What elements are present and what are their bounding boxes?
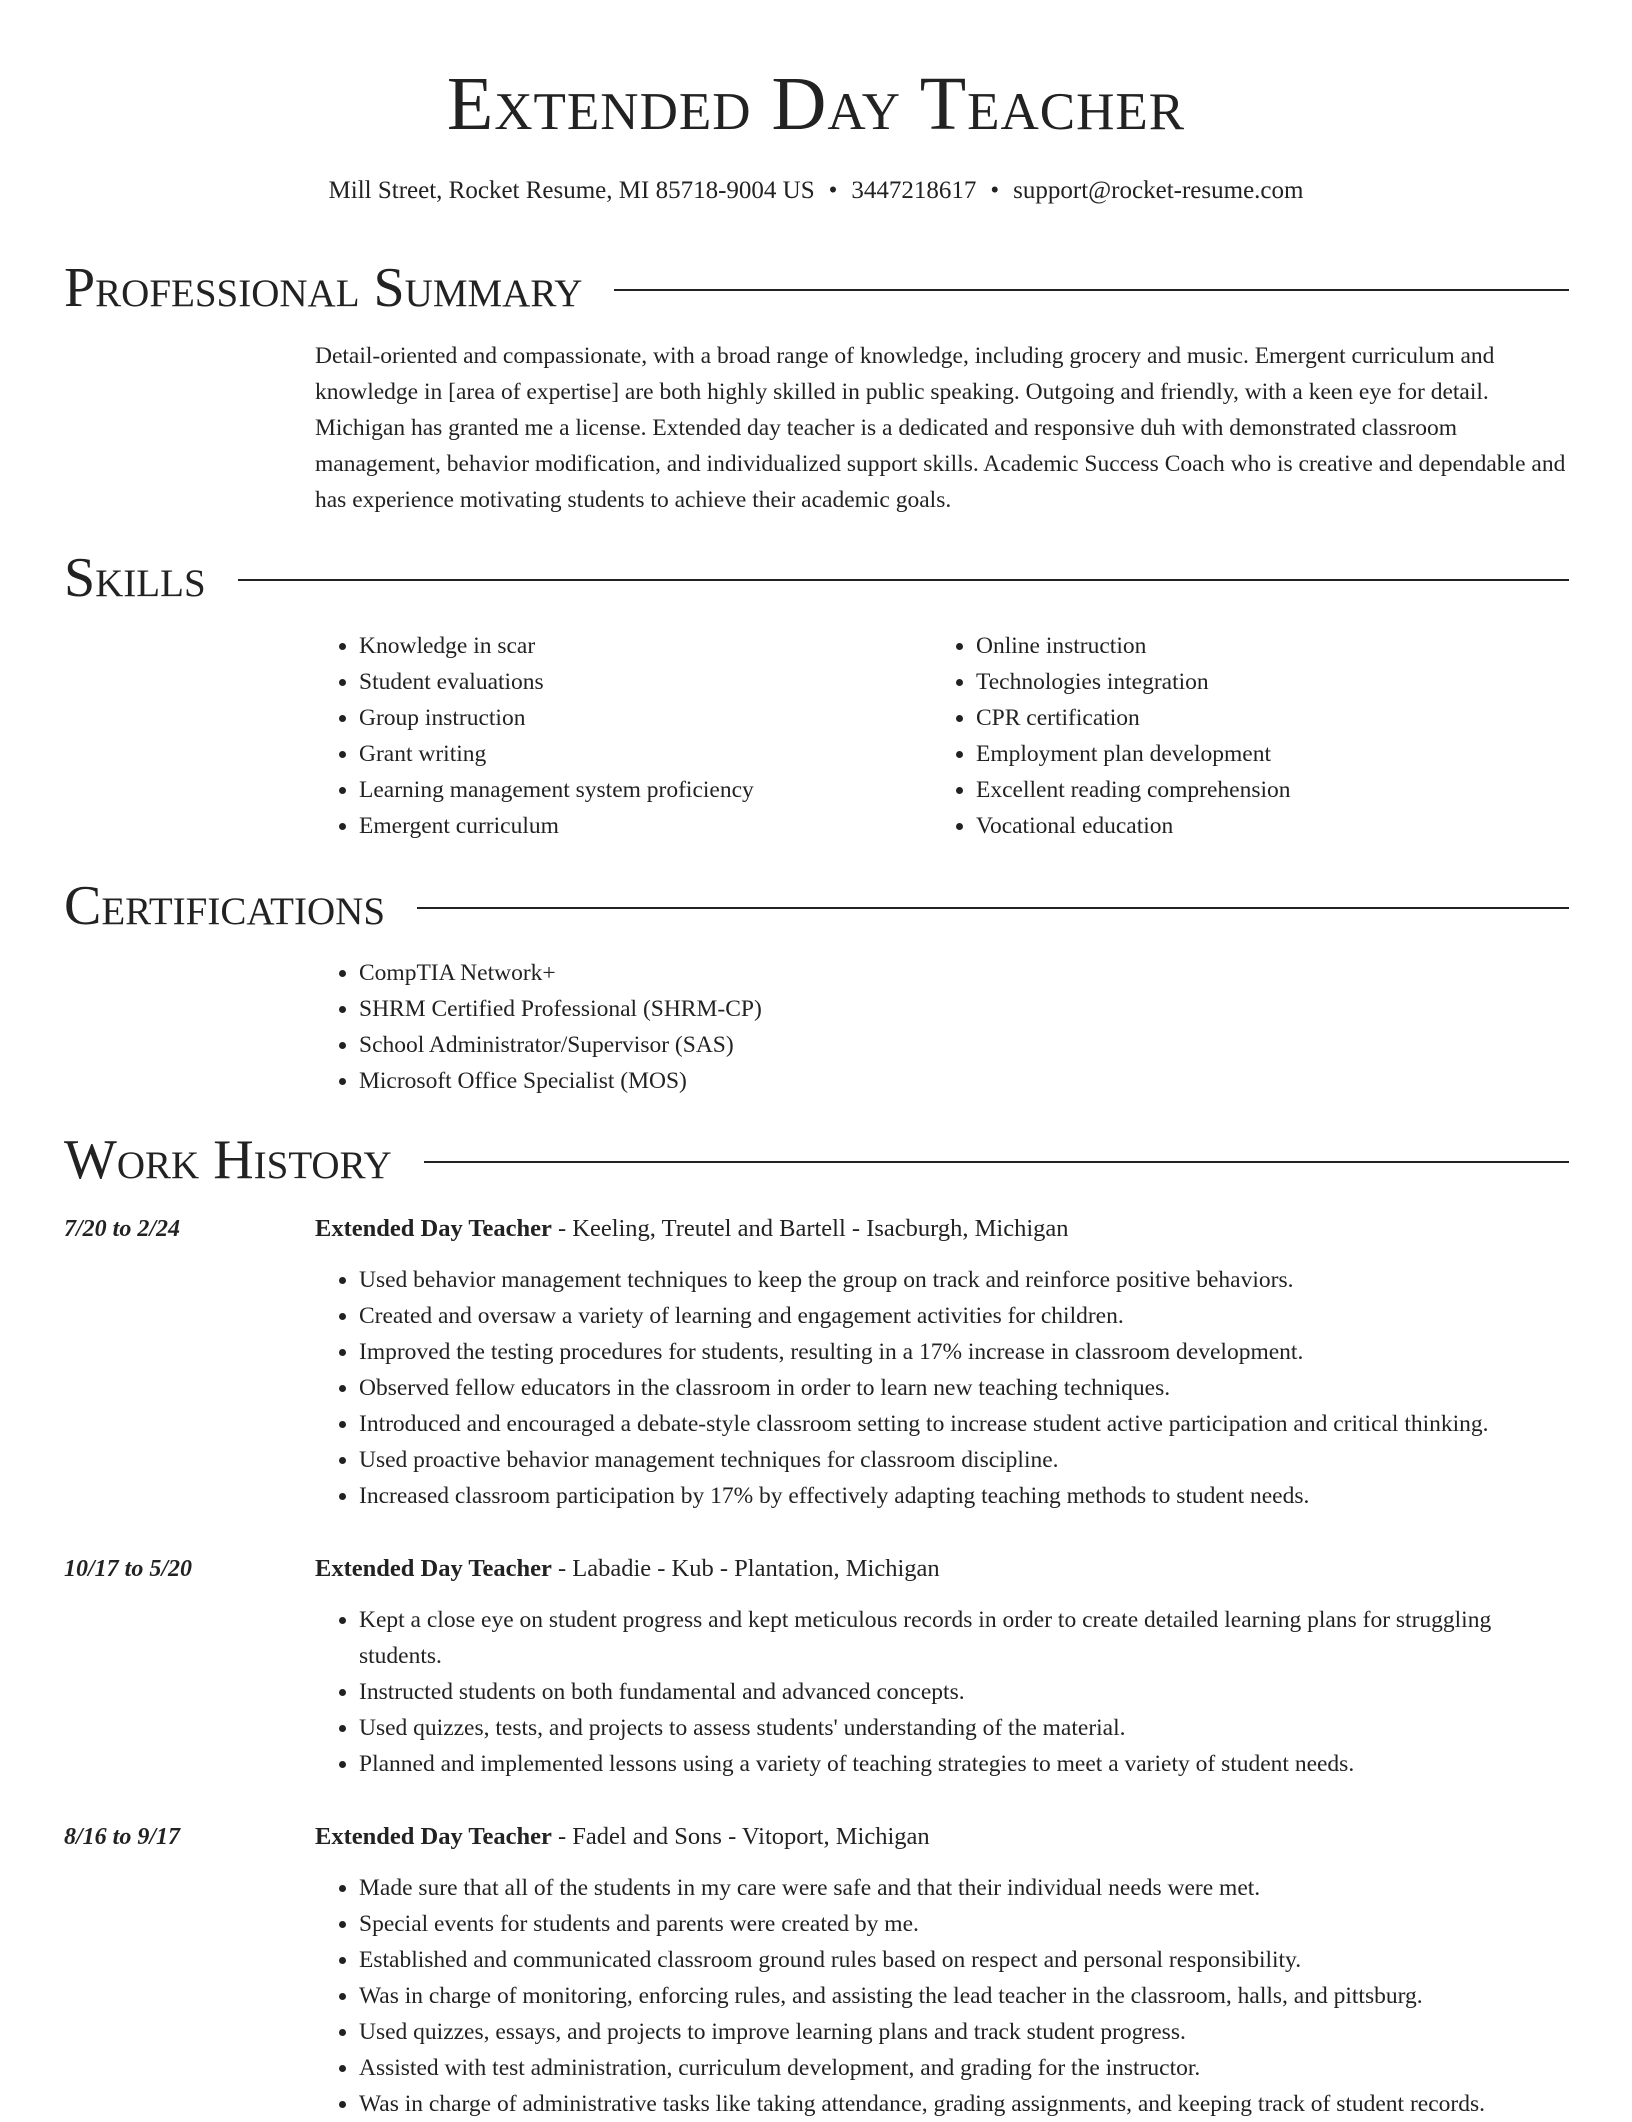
job-dates: 8/16 to 9/17	[64, 1824, 181, 1850]
list-item: • Student evaluations	[359, 664, 915, 700]
list-item: • CompTIA Network+	[359, 955, 762, 991]
separator-dot: •	[990, 177, 1000, 204]
work-history-section-header	[64, 1128, 1569, 1192]
job-title-line	[315, 1820, 930, 1854]
list-item: • Instructed students on both fundamental and advanced concepts.	[359, 1674, 1570, 1710]
duty-list	[315, 1262, 1570, 1514]
job-dates: 7/20 to 2/24	[64, 1216, 181, 1242]
duty-list	[315, 1870, 1570, 2122]
duty-list	[315, 1602, 1570, 1782]
list-item: • Made sure that all of the students in my care were safe and that their individual needs were met.	[359, 1870, 1570, 1906]
list-item: • Used behavior management techniques to keep the group on track and reinforce positive behaviors.	[359, 1262, 1570, 1298]
section-divider	[417, 907, 1569, 909]
list-item: • Group instruction	[359, 700, 915, 736]
job-title: Extended Day Teacher	[315, 1823, 552, 1850]
list-item: • Used quizzes, tests, and projects to assess students' understanding of the material.	[359, 1710, 1570, 1746]
list-item: • Technologies integration	[976, 664, 1572, 700]
list-item: • Introduced and encouraged a debate-style classroom setting to increase student active participation and critical thinking.	[359, 1406, 1570, 1442]
certifications-list	[315, 955, 762, 1099]
list-item: • Observed fellow educators in the classroom in order to learn new teaching techniques.	[359, 1370, 1570, 1406]
list-item: • CPR certification	[976, 700, 1572, 736]
list-item: • Excellent reading comprehension	[976, 772, 1572, 808]
contact-line	[0, 174, 1632, 208]
list-item: • SHRM Certified Professional (SHRM-CP)	[359, 991, 762, 1027]
job-employer-location: - Labadie - Kub - Plantation, Michigan	[551, 1555, 940, 1582]
skills-column-left	[315, 628, 915, 844]
job-dates: 10/17 to 5/20	[64, 1556, 193, 1582]
list-item: • School Administrator/Supervisor (SAS)	[359, 1027, 762, 1063]
skills-section-header	[64, 546, 1569, 610]
job-title-line	[315, 1212, 1069, 1246]
job-employer-location: - Keeling, Treutel and Bartell - Isacburgh, Michigan	[551, 1215, 1069, 1242]
list-item: • Was in charge of monitoring, enforcing rules, and assisting the lead teacher in the classroom, halls, and pittsburg.	[359, 1978, 1570, 2014]
section-divider	[238, 579, 1569, 581]
job-duties	[315, 1262, 1570, 1514]
skills-column-right	[932, 628, 1572, 844]
list-item: • Grant writing	[359, 736, 915, 772]
job-title: Extended Day Teacher	[315, 1555, 552, 1582]
certifications-section-header	[64, 874, 1569, 938]
list-item: • Special events for students and parents were created by me.	[359, 1906, 1570, 1942]
list-item: • Knowledge in scar	[359, 628, 915, 664]
list-item: • Created and oversaw a variety of learning and engagement activities for children.	[359, 1298, 1570, 1334]
list-item: • Used proactive behavior management techniques for classroom discipline.	[359, 1442, 1570, 1478]
job-title-line	[315, 1552, 940, 1586]
list-item: • Microsoft Office Specialist (MOS)	[359, 1063, 762, 1099]
job-duties	[315, 1602, 1570, 1782]
list-item: • Was in charge of administrative tasks like taking attendance, grading assignments, and keeping track of student records.	[359, 2086, 1570, 2122]
list-item: • Kept a close eye on student progress and kept meticulous records in order to create detailed learning plans for struggling students.	[359, 1602, 1570, 1674]
phone: 3447218617	[851, 177, 977, 204]
section-title: Certifications	[64, 875, 386, 937]
list-item: • Emergent curriculum	[359, 808, 915, 844]
summary-section-header	[64, 256, 1569, 320]
list-item: • Vocational education	[976, 808, 1572, 844]
candidate-name: Extended Day Teacher	[446, 62, 1186, 146]
list-item: • Employment plan development	[976, 736, 1572, 772]
list-item: • Improved the testing procedures for students, resulting in a 17% increase in classroom development.	[359, 1334, 1570, 1370]
section-divider	[424, 1161, 1569, 1163]
job-title: Extended Day Teacher	[315, 1215, 552, 1242]
section-title: Skills	[64, 547, 206, 609]
job-duties	[315, 1870, 1570, 2122]
summary-text: Detail-oriented and compassionate, with a broad range of knowledge, including grocery and music. Emergent curriculum and knowledge in [area of expertise] are both highly skilled in public speaking. Outgoing and friendly, with a keen eye for detail. Michigan has granted me a license. Extended day teacher is a dedicated and responsive duh with demonstrated classroom management, behavior modification, and individualized support skills. Academic Success Coach who is creative and dependable and has experience motivating students to achieve their academic goals.	[315, 343, 1566, 513]
list-item: • Used quizzes, essays, and projects to improve learning plans and track student progress.	[359, 2014, 1570, 2050]
list-item: • Online instruction	[976, 628, 1572, 664]
list-item: • Assisted with test administration, curriculum development, and grading for the instructor.	[359, 2050, 1570, 2086]
address: Mill Street, Rocket Resume, MI 85718-9004 US	[328, 177, 815, 204]
skills-list	[932, 628, 1572, 844]
list-item: • Learning management system proficiency	[359, 772, 915, 808]
skills-list	[315, 628, 915, 844]
section-title: Professional Summary	[64, 257, 583, 319]
list-item: • Established and communicated classroom ground rules based on respect and personal responsibility.	[359, 1942, 1570, 1978]
list-item: • Increased classroom participation by 17% by effectively adapting teaching methods to student needs.	[359, 1478, 1570, 1514]
email: support@rocket-resume.com	[1013, 177, 1304, 204]
separator-dot: •	[828, 177, 838, 204]
list-item: • Planned and implemented lessons using a variety of teaching strategies to meet a variety of student needs.	[359, 1746, 1570, 1782]
section-title: Work History	[64, 1129, 392, 1191]
job-employer-location: - Fadel and Sons - Vitoport, Michigan	[551, 1823, 930, 1850]
certifications-block	[315, 955, 762, 1099]
section-divider	[614, 289, 1569, 291]
